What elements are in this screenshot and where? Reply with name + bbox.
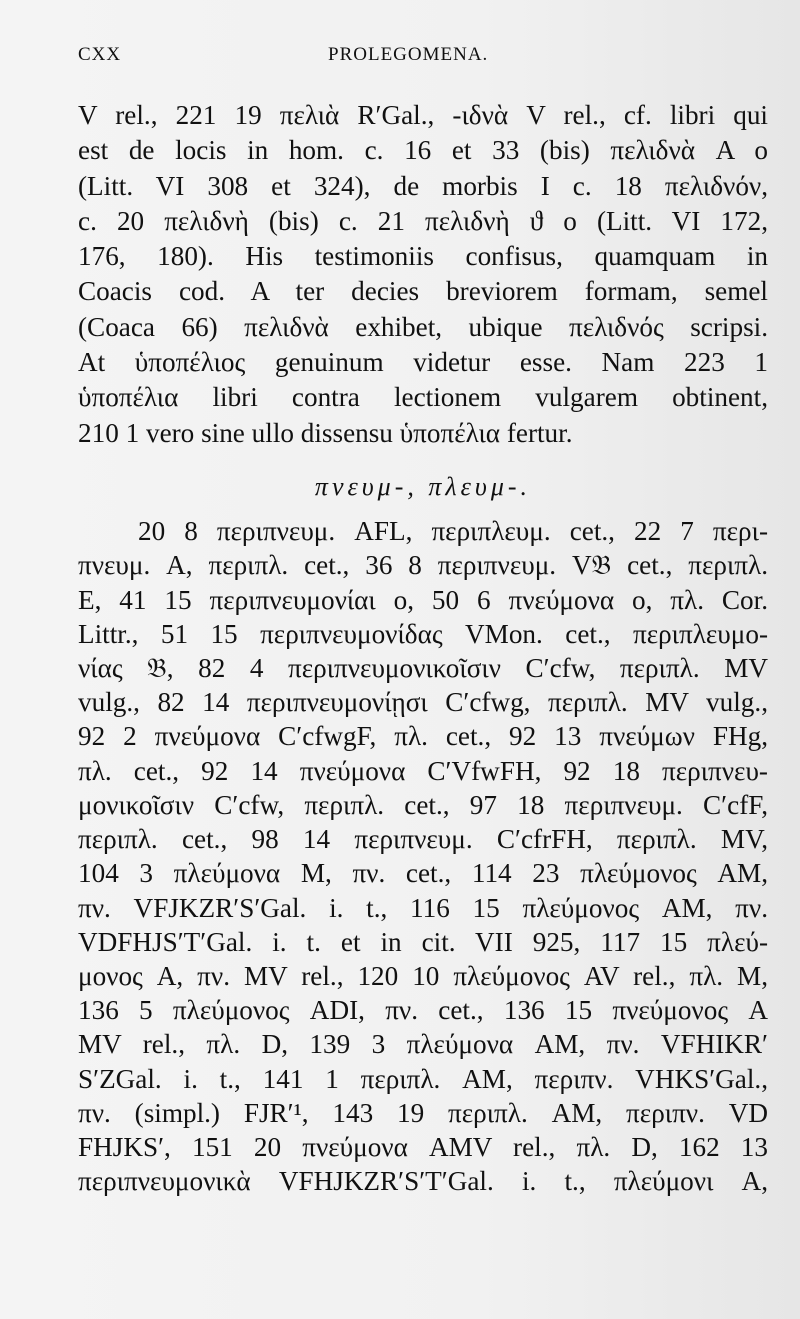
- text-line: πνευμ. A, περιπλ. cet., 36 8 περιπνευμ. V𝔅 cet., περιπλ.: [78, 550, 768, 581]
- page-number: CXX: [78, 44, 122, 65]
- text-line: νίας 𝔅, 82 4 περιπνευμονικοῖσιν C′cfw, περιπλ. MV: [78, 653, 768, 684]
- text-line: (Coaca 66) πελιδνὰ exhibet, ubique πελιδνός scripsi.: [78, 311, 768, 342]
- running-title: PROLEGOMENA.: [328, 44, 489, 65]
- text-line: V rel., 221 19 πελιὰ R′Gal., -ιδνὰ V rel., cf. libri qui: [78, 100, 768, 130]
- paragraph-2: [78, 514, 768, 1198]
- text-line: At ὑποπέλιος genuinum videtur esse. Nam 223 1: [78, 347, 768, 378]
- text-line: 210 1 vero sine ullo dissensu ὑποπέλια fertur.: [78, 417, 573, 448]
- text-line: ὑποπέλια libri contra lectionem vulgarem obtinent,: [78, 382, 768, 413]
- text-line: FHJKS′, 151 20 πνεύμονα AMV rel., πλ. D, 162 13: [78, 1131, 768, 1162]
- text-line: περιπλ. cet., 98 14 περιπνευμ. C′cfrFH, περιπλ. MV,: [78, 824, 768, 855]
- text-line: E, 41 15 περιπνευμονίαι o, 50 6 πνεύμονα o, πλ. Cor.: [78, 584, 768, 615]
- text-line: μονος A, πν. MV rel., 120 10 πλεύμονος AV rel., πλ. M,: [78, 960, 768, 991]
- page-header: [78, 44, 760, 84]
- section-heading: πνευμ-, πλευμ-.: [314, 471, 532, 501]
- text-line: πν. (simpl.) FJR′¹, 143 19 περιπλ. AM, περιπν. VD: [78, 1097, 768, 1128]
- text-line: Littr., 51 15 περιπνευμονίδας VMon. cet., περιπλευμο-: [78, 618, 768, 649]
- text-line: 92 2 πνεύμονα C′cfwgF, πλ. cet., 92 13 πνεύμων FHg,: [78, 721, 768, 752]
- text-line: Coacis cod. A ter decies breviorem formam, semel: [78, 276, 768, 307]
- text-line: πλ. cet., 92 14 πνεύμονα C′VfwFH, 92 18 περιπνευ-: [78, 755, 768, 786]
- text-line: (Litt. VI 308 et 324), de morbis I c. 18 πελιδνόν,: [78, 170, 768, 201]
- text-line: MV rel., πλ. D, 139 3 πλεύμονα AM, πν. VFHIKR′: [78, 1029, 768, 1060]
- text-line: est de locis in hom. c. 16 et 33 (bis) πελιδνὰ A o: [78, 135, 768, 166]
- body-text: [78, 98, 768, 1198]
- text-line: 104 3 πλεύμονα M, πν. cet., 114 23 πλεύμονος AM,: [78, 858, 768, 889]
- paragraph-1: [78, 98, 768, 451]
- text-line: πν. VFJKZR′S′Gal. i. t., 116 15 πλεύμονος AM, πν.: [78, 892, 768, 923]
- text-line: S′ZGal. i. t., 141 1 περιπλ. AM, περιπν. VHKS′Gal.,: [78, 1063, 768, 1094]
- text-line: c. 20 πελιδνὴ (bis) c. 21 πελιδνὴ ϑ o (Litt. VI 172,: [78, 205, 768, 236]
- text-line: VDFHJS′T′Gal. i. t. et in cit. VII 925, 117 15 πλεύ-: [78, 926, 768, 957]
- text-line: 136 5 πλεύμονος ADI, πν. cet., 136 15 πνεύμονος A: [78, 995, 768, 1026]
- text-line: 176, 180). His testimoniis confisus, quamquam in: [78, 241, 768, 272]
- text-line: vulg., 82 14 περιπνευμονίῃσι C′cfwg, περιπλ. MV vulg.,: [78, 687, 768, 718]
- text-line: 20 8 περιπνευμ. AFL, περιπλευμ. cet., 22 7 περι-: [138, 516, 768, 547]
- text-line: μονικοῖσιν C′cfw, περιπλ. cet., 97 18 περιπνευμ. C′cfF,: [78, 789, 768, 820]
- text-line: περιπνευμονικὰ VFHJKZR′S′T′Gal. i. t., πλεύμονι A,: [78, 1166, 768, 1197]
